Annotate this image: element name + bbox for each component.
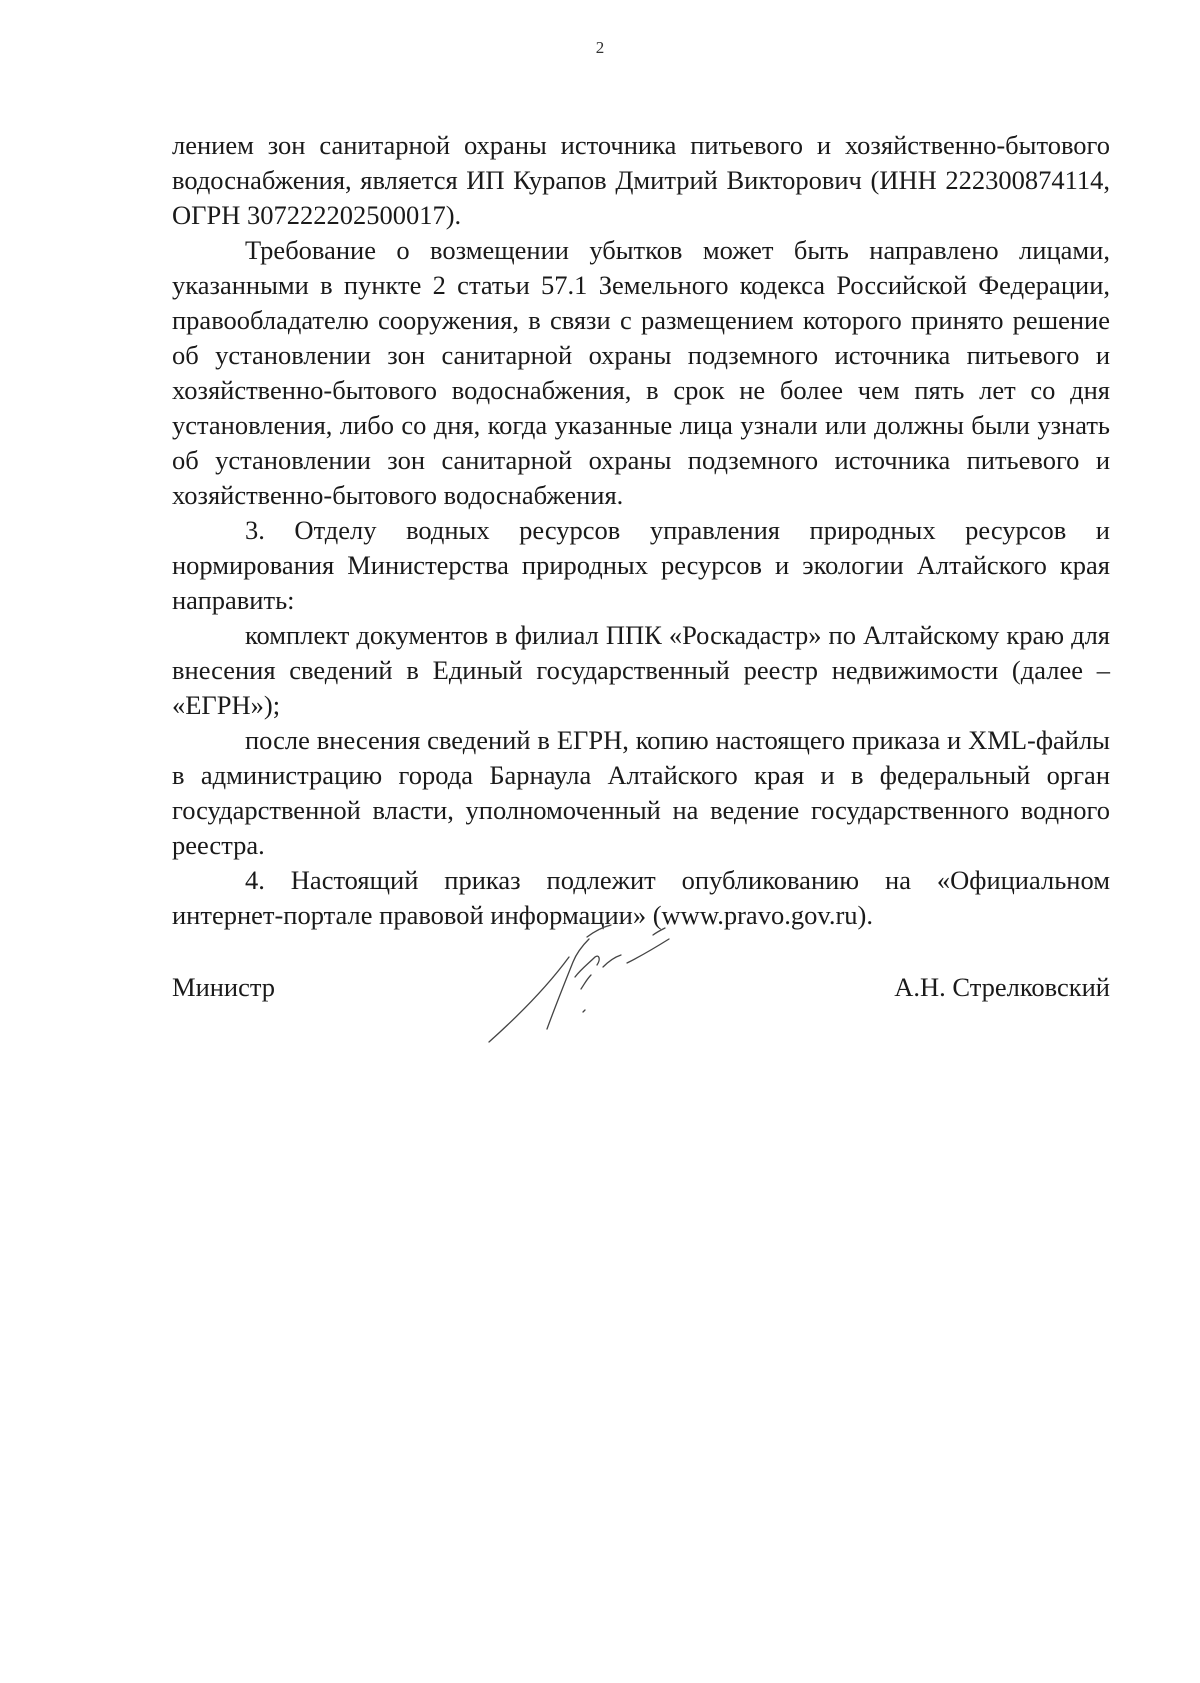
signatory-name: А.Н. Стрелковский: [894, 972, 1110, 1002]
signature-block: [172, 972, 1110, 1072]
paragraph-item-3-cadastre: комплект документов в филиал ППК «Роскадастр» по Алтайскому краю для внесения сведений в Единый государственный реестр недвижимости (далее – «ЕГРН»);: [172, 620, 1110, 720]
signatory-title: Министр: [172, 972, 276, 1002]
document-body: [172, 128, 1110, 933]
page-number: 2: [595, 38, 605, 57]
handwritten-signature: [477, 917, 677, 1047]
paragraph-item-3-after-egrn: после внесения сведений в ЕГРН, копию настоящего приказа и XML-файлы в администрацию города Барнаула Алтайского края и в федеральный орган государственной власти, уполномоченный на ведение государственного водного реестра.: [172, 725, 1110, 860]
paragraph-continuation: лением зон санитарной охраны источника питьевого и хозяйственно-бытового водоснабжения, является ИП Курапов Дмитрий Викторович (ИНН 222300874114, ОГРН 307222202500017).: [172, 130, 1110, 230]
paragraph-item-4: 4. Настоящий приказ подлежит опубликованию на «Официальном интернет-портале правовой информации» (www.pravo.gov.ru).: [172, 865, 1110, 930]
paragraph-damages-claim: Требование о возмещении убытков может быть направлено лицами, указанными в пункте 2 статьи 57.1 Земельного кодекса Российской Федерации, правообладателю сооружения, в связи с размещением которого принято решение об установлении зон санитарной охраны подземного источника питьевого и хозяйственно-бытового водоснабжения, в срок не более чем пять лет со дня установления, либо со дня, когда указанные лица узнали или должны были узнать об установлении зон санитарной охраны подземного источника питьевого и хозяйственно-бытового водоснабжения.: [172, 235, 1110, 510]
paragraph-item-3: 3. Отделу водных ресурсов управления природных ресурсов и нормирования Министерства природных ресурсов и экологии Алтайского края направить:: [172, 515, 1110, 615]
